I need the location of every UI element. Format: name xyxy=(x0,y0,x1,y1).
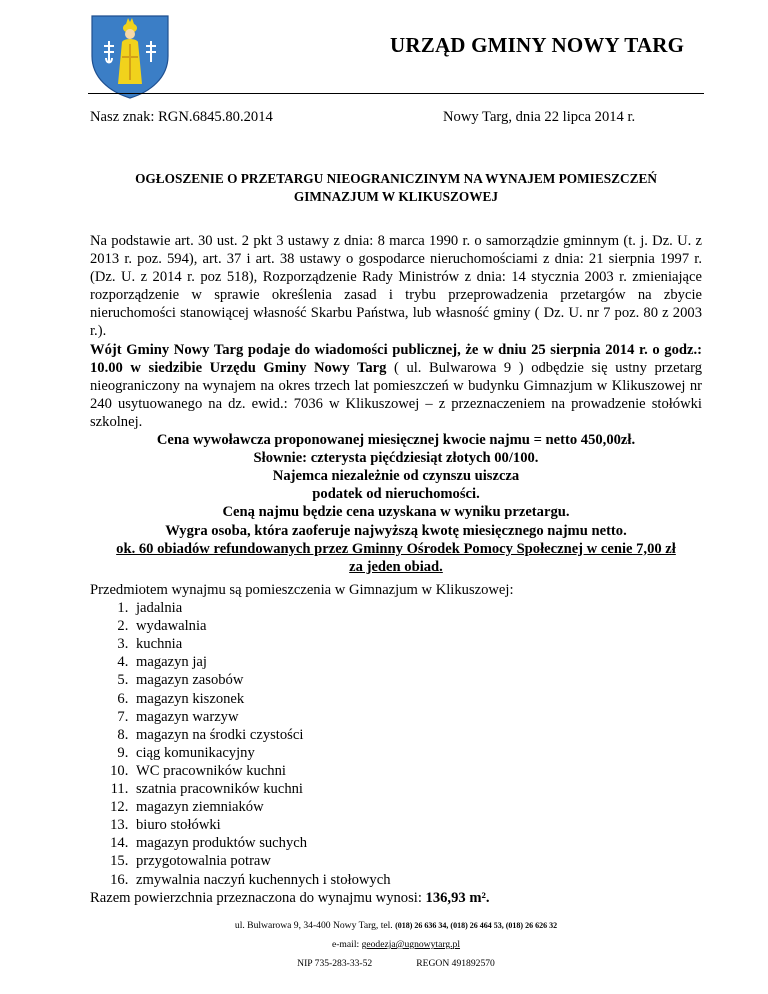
coat-of-arms-logo xyxy=(88,12,172,100)
office-name: URZĄD GMINY NOWY TARG xyxy=(390,33,685,57)
footer-address-line xyxy=(90,916,702,935)
list-item: 3. kuchnia xyxy=(132,635,702,653)
list-item: 13. biuro stołówki xyxy=(132,816,702,834)
footer xyxy=(90,916,702,973)
terms-block xyxy=(90,431,702,576)
list-item: 9. ciąg komunikacyjny xyxy=(132,744,702,762)
meals-note-line-2: za jeden obiad. xyxy=(349,558,443,575)
footer-email-label: e-mail: xyxy=(331,939,362,950)
rooms-list xyxy=(90,599,702,889)
list-item: 4. magazyn jaj xyxy=(132,653,702,671)
total-area xyxy=(90,889,702,907)
footer-email-line xyxy=(90,935,702,954)
announcement-body xyxy=(90,232,702,576)
total-area-value: 136,93 m². xyxy=(425,889,490,906)
rooms-section xyxy=(90,581,702,907)
footer-phones: (018) 26 636 34, (018) 26 464 53, (018) 26 626 32 xyxy=(395,921,558,930)
legal-basis-paragraph: Na podstawie art. 30 ust. 2 pkt 3 ustawy z dnia: 8 marca 1990 r. o samorządzie gminnym (t. j. Dz. U. z 2013 r. poz. 594), art. 37 i art. 38 ustawy o gospodarce nieruchomościami z dnia: 21 sierpnia 1997 r. (Dz. U. z 2014 r. poz 518), Rozporządzenie Rady Ministrów z dnia: 14 stycznia 2003 r. zmieniające rozporządzenie w sprawie określenia zasad i trybu przeprowadzenia przetargów na zbycie nieruchomości stanowiącej własność Skarbu Państwa, lub własność gminy ( Dz. U. nr 7 poz. 80 z 2003 r.). xyxy=(90,233,702,340)
list-item: 8. magazyn na środki czystości xyxy=(132,726,702,744)
meals-note-line-1: ok. 60 obiadów refundowanych przez Gminny Ośrodek Pomocy Społecznej w cenie 7,00 zł xyxy=(116,540,676,557)
list-item: 1. jadalnia xyxy=(132,599,702,617)
footer-ids-line xyxy=(90,954,702,973)
announcement-bold-text: Wójt Gminy Nowy Targ podaje do wiadomości publicznej, że w dniu 25 sierpnia 2014 r. o godz.: 10.00 w siedzibie Urzędu Gminy Nowy Targ xyxy=(90,341,702,376)
heading-line-2: GIMNAZJUM W KLIKUSZOWEJ xyxy=(293,189,499,204)
list-item: 14. magazyn produktów suchych xyxy=(132,834,702,852)
header-divider xyxy=(88,93,704,94)
list-item: 2. wydawalnia xyxy=(132,617,702,635)
winner-rule: Wygra osoba, która zaoferuje najwyższą kwotę miesięcznego najmu netto. xyxy=(165,522,627,539)
list-item: 7. magazyn warzyw xyxy=(132,708,702,726)
tax-note-line-2: podatek od nieruchomości. xyxy=(312,486,480,503)
tax-note-line-1: Najemca niezależnie od czynszu uiszcza xyxy=(272,468,520,485)
rent-rule: Ceną najmu będzie cena uzyskana w wyniku przetargu. xyxy=(222,504,570,521)
footer-regon: REGON 491892570 xyxy=(416,958,495,969)
footer-address: ul. Bulwarowa 9, 34-400 Nowy Targ, tel. xyxy=(234,920,396,931)
list-item: 15. przygotowalnia potraw xyxy=(132,852,702,870)
announcement-heading xyxy=(90,170,702,206)
list-item: 6. magazyn kiszonek xyxy=(132,690,702,708)
announcement-text: ( ul. Bulwarowa 9 ) odbędzie się ustny przetarg nieograniczony na wynajem na okres trzech lat pomieszczeń w budynku Gimnazjum w Klikuszowej nr 240 usytuowanego na dz. ewid.: 7036 w Klikuszowej – z przeznaczeniem na prowadzenie stołówki szkolnej. xyxy=(90,359,702,430)
announcement-paragraph xyxy=(90,341,702,431)
list-item: 12. magazyn ziemniaków xyxy=(132,798,702,816)
starting-price: Cena wywoławcza proponowanej miesięcznej kwocie najmu = netto 450,00zł. xyxy=(156,432,636,449)
price-in-words: Słownie: czterysta pięćdziesiąt złotych 00/100. xyxy=(253,450,539,467)
rooms-intro: Przedmiotem wynajmu są pomieszczenia w Gimnazjum w Klikuszowej: xyxy=(90,582,514,598)
list-item: 16. zmywalnia naczyń kuchennych i stołowych xyxy=(132,871,702,889)
list-item: 5. magazyn zasobów xyxy=(132,671,702,689)
total-area-label: Razem powierzchnia przeznaczona do wynajmu wynosi: xyxy=(90,889,426,906)
heading-line-1: OGŁOSZENIE O PRZETARGU NIEOGRANICZINYM NA WYNAJEM POMIESZCZEŃ xyxy=(135,171,657,186)
list-item: 11. szatnia pracowników kuchni xyxy=(132,780,702,798)
footer-nip: NIP 735-283-33-52 xyxy=(297,958,373,969)
reference-number: Nasz znak: RGN.6845.80.2014 xyxy=(90,109,273,125)
place-and-date: Nowy Targ, dnia 22 lipca 2014 r. xyxy=(443,109,636,125)
list-item: 10. WC pracowników kuchni xyxy=(132,762,702,780)
email-link[interactable]: geodezja@ugnowytarg.pl xyxy=(361,939,461,950)
